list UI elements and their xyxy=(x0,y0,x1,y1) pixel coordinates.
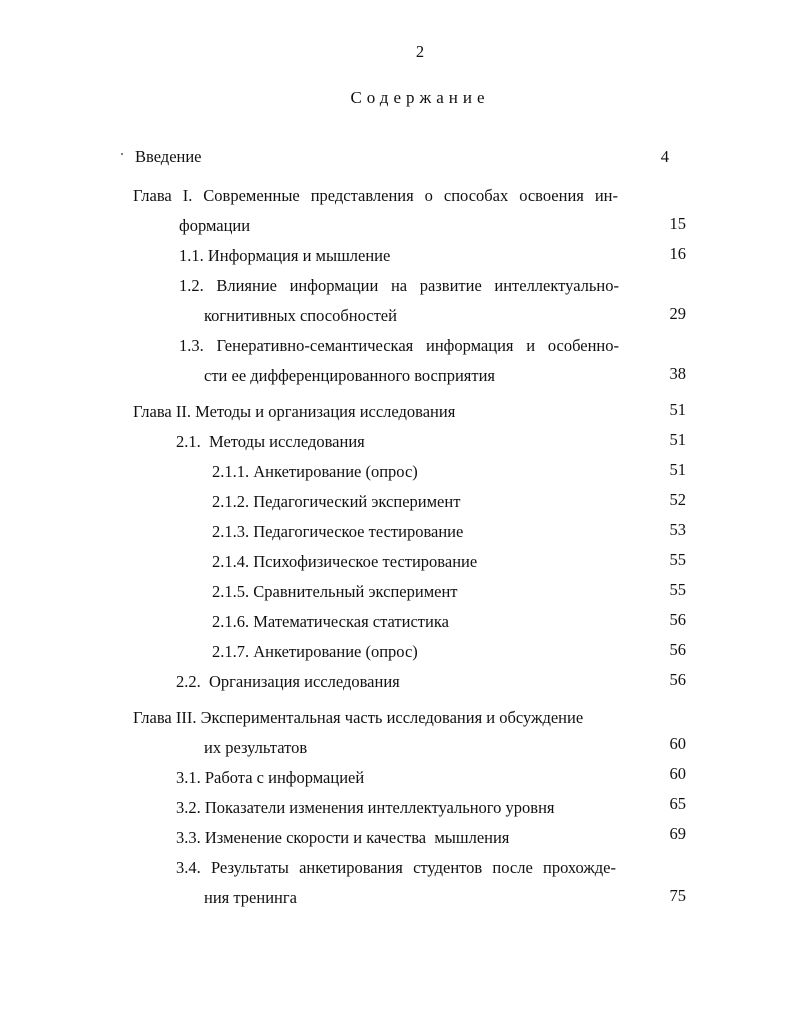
toc-entry-chapter-3-line1: Глава III. Экспериментальная часть исследования и обсуждение xyxy=(133,708,584,727)
toc-page-1-1: 16 xyxy=(669,244,686,263)
toc-entry-3-4-line2: ния тренинга xyxy=(204,888,297,907)
toc-entry-chapter-2: Глава II. Методы и организация исследования xyxy=(133,402,456,421)
toc-page-chapter-2: 51 xyxy=(669,400,686,419)
toc-page-2-1-6: 56 xyxy=(669,610,686,629)
toc-entry-2-1-5: 2.1.5. Сравнительный эксперимент xyxy=(212,582,458,601)
page-title: Содержание xyxy=(350,88,490,107)
page-number: 2 xyxy=(415,42,425,61)
toc-page-2-1-3: 53 xyxy=(669,520,686,539)
toc-page-1-3: 38 xyxy=(669,364,686,383)
toc-entry-3-3: 3.3. Изменение скорости и качества мышления xyxy=(176,828,510,847)
toc-page-2-1-2: 52 xyxy=(669,490,686,509)
toc-page-3-3: 69 xyxy=(669,824,686,843)
toc-entry-2-1-3: 2.1.3. Педагогическое тестирование xyxy=(212,522,464,541)
toc-page-2-1-4: 55 xyxy=(669,550,686,569)
toc-entry-chapter-3-line2: их результатов xyxy=(204,738,308,757)
toc-page-1-2: 29 xyxy=(669,304,686,323)
toc-entry-2-1-6: 2.1.6. Математическая статистика xyxy=(212,612,449,631)
toc-entry-3-4-line1: 3.4. Результаты анкетирования студентов после прохожде- xyxy=(176,858,616,877)
toc-entry-2-2: 2.2. Организация исследования xyxy=(176,672,400,691)
toc-entry-2-1-4: 2.1.4. Психофизическое тестирование xyxy=(212,552,478,571)
toc-entry-2-1-1: 2.1.1. Анкетирование (опрос) xyxy=(212,462,418,481)
toc-entry-intro: Введение xyxy=(135,147,202,166)
toc-page-2-2: 56 xyxy=(669,670,686,689)
toc-page-3-1: 60 xyxy=(669,764,686,783)
toc-entry-chapter-1-line2: формации xyxy=(179,216,251,235)
toc-page-3-4: 75 xyxy=(669,886,686,905)
toc-page-2-1-7: 56 xyxy=(669,640,686,659)
toc-page-chapter-3: 60 xyxy=(669,734,686,753)
toc-entry-1-3-line1: 1.3. Генеративно-семантическая информация и особенно- xyxy=(179,336,619,355)
toc-entry-3-1: 3.1. Работа с информацией xyxy=(176,768,365,787)
toc-entry-2-1-7: 2.1.7. Анкетирование (опрос) xyxy=(212,642,418,661)
toc-entry-2-1-2: 2.1.2. Педагогический эксперимент xyxy=(212,492,461,511)
toc-entry-2-1: 2.1. Методы исследования xyxy=(176,432,365,451)
toc-page-2-1: 51 xyxy=(669,430,686,449)
toc-page-intro: 4 xyxy=(660,147,669,166)
toc-page-2-1-5: 55 xyxy=(669,580,686,599)
toc-entry-1-3-line2: сти ее дифференцированного восприятия xyxy=(204,366,495,385)
toc-page-chapter-1: 15 xyxy=(669,214,686,233)
toc-page-3-2: 65 xyxy=(669,794,686,813)
scan-speck xyxy=(121,153,123,155)
toc-entry-chapter-1-line1: Глава I. Современные представления о способах освоения ин- xyxy=(133,186,618,205)
toc-entry-1-1: 1.1. Информация и мышление xyxy=(179,246,391,265)
toc-entry-1-2-line2: когнитивных способностей xyxy=(204,306,397,325)
toc-entry-1-2-line1: 1.2. Влияние информации на развитие интеллектуально- xyxy=(179,276,619,295)
toc-entry-3-2: 3.2. Показатели изменения интеллектуального уровня xyxy=(176,798,555,817)
toc-page-2-1-1: 51 xyxy=(669,460,686,479)
